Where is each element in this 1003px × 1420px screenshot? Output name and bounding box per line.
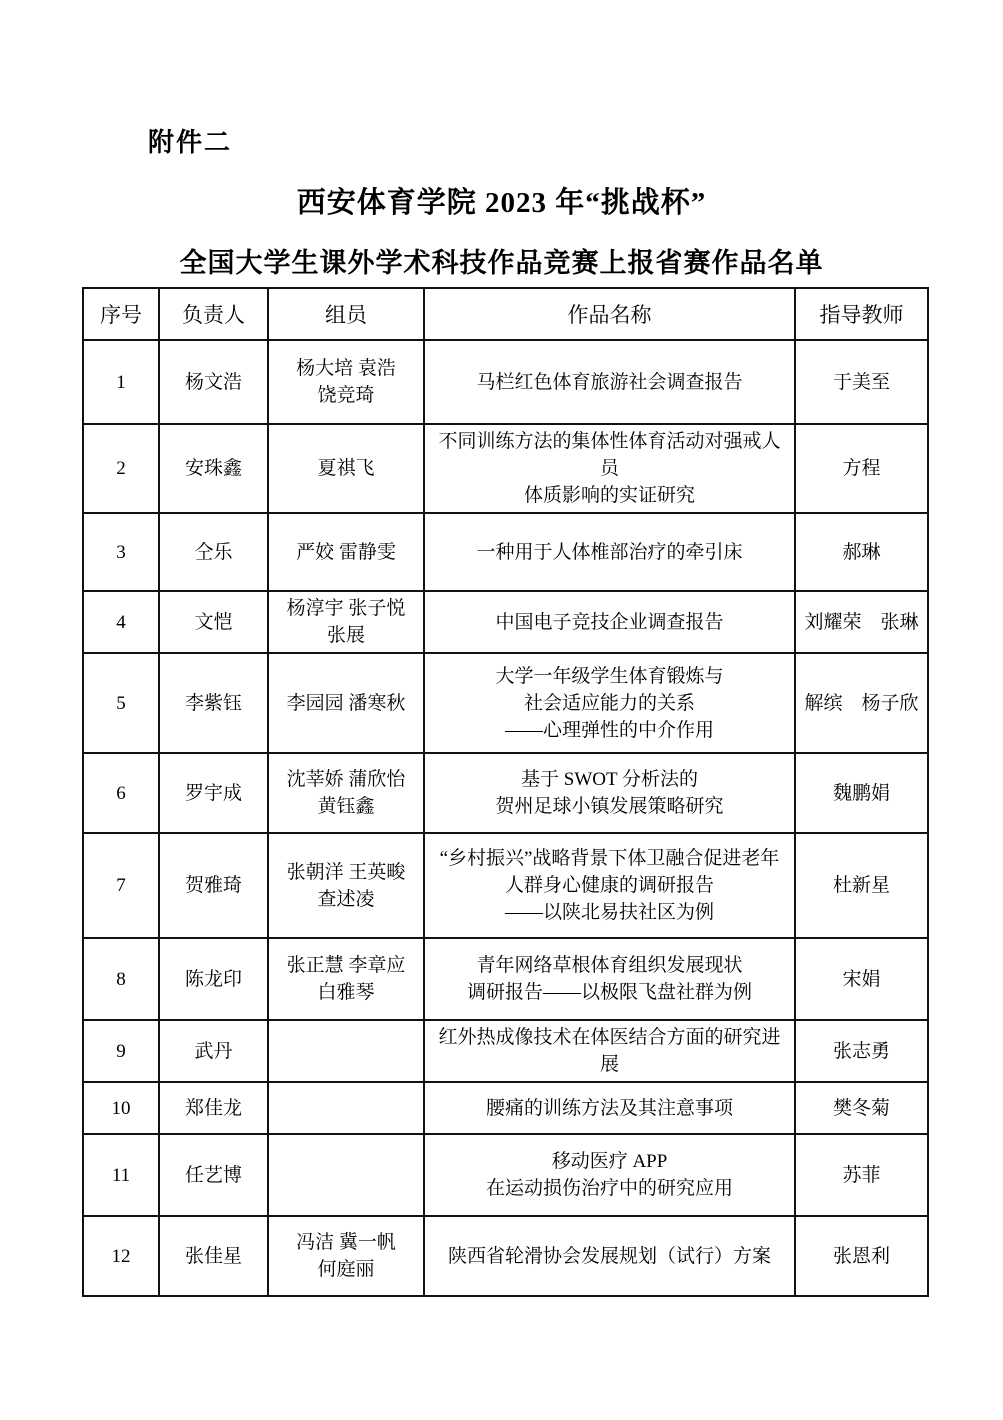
- members-cell-line: 张展: [326, 625, 365, 646]
- advisor-cell-line: 张志勇: [832, 1040, 890, 1062]
- table-header-row: [83, 288, 928, 340]
- advisor-cell: [795, 653, 928, 753]
- members-cell: [268, 1020, 424, 1082]
- advisor-cell: [795, 938, 928, 1020]
- members-cell-line: 张正慧 李章应: [286, 955, 406, 976]
- serial-cell: [83, 424, 159, 513]
- table-row: [83, 653, 928, 753]
- header-serial: 序号: [83, 288, 159, 340]
- leader-cell-line: 安珠鑫: [184, 458, 242, 479]
- members-cell: [268, 340, 424, 424]
- title-cell: [424, 653, 795, 753]
- leader-cell: [159, 833, 268, 938]
- advisor-cell-line: 宋娟: [842, 968, 881, 990]
- advisor-cell: [795, 1216, 928, 1296]
- title-cell-line: 红外热成像技术在体医结合方面的研究进展: [438, 1027, 781, 1075]
- serial-cell-line: 8: [116, 968, 126, 990]
- table-row: [83, 591, 928, 653]
- serial-cell: [83, 653, 159, 753]
- title-cell-line: 调研报告——以极限飞盘社群为例: [466, 982, 752, 1003]
- members-cell: [268, 1082, 424, 1134]
- title-cell-line: 贺州足球小镇发展策略研究: [495, 796, 724, 817]
- members-cell: [268, 753, 424, 833]
- leader-cell-line: 陈龙印: [184, 968, 242, 990]
- header-title: 作品名称: [424, 288, 795, 340]
- leader-cell-line: 罗宇成: [184, 782, 242, 804]
- title-cell-line: 基于 SWOT 分析法的: [521, 769, 698, 790]
- leader-cell-line: 仝乐: [194, 541, 233, 563]
- title-cell: [424, 1082, 795, 1134]
- members-cell: [268, 591, 424, 653]
- members-cell-line: 沈莘娇 蒲欣怡: [286, 769, 406, 790]
- title-cell: [424, 938, 795, 1020]
- advisor-cell: [795, 591, 928, 653]
- advisor-cell-line: 方程: [842, 458, 881, 479]
- title-cell: [424, 591, 795, 653]
- document-title-line2: 全国大学生课外学术科技作品竞赛上报省赛作品名单: [179, 248, 824, 278]
- title-cell-line: 不同训练方法的集体性体育活动对强戒人员: [438, 431, 781, 479]
- advisor-cell-line: 杜新星: [832, 875, 890, 896]
- title-cell-line: 陕西省轮滑协会发展规划（试行）方案: [447, 1245, 771, 1267]
- serial-cell: [83, 1020, 159, 1082]
- title-cell: [424, 424, 795, 513]
- title-cell-line: 腰痛的训练方法及其注意事项: [485, 1097, 733, 1119]
- advisor-cell: [795, 1020, 928, 1082]
- members-cell-line: 杨淳宇 张子悦: [286, 598, 406, 619]
- members-cell-line: 冯洁 冀一帆: [296, 1232, 396, 1253]
- serial-cell-line: 6: [116, 782, 126, 804]
- members-cell-line: 夏祺飞: [317, 458, 375, 479]
- title-cell-line: ——心理弹性的中介作用: [504, 719, 714, 741]
- members-cell-line: 查述凌: [317, 888, 375, 910]
- advisor-cell-line: 魏鹏娟: [832, 782, 890, 804]
- attachment-label: 附件二: [148, 127, 233, 157]
- members-cell: [268, 653, 424, 753]
- members-cell-line: 严姣 雷静雯: [296, 541, 396, 563]
- table-row: [83, 340, 928, 424]
- serial-cell-line: 12: [111, 1245, 131, 1267]
- members-cell: [268, 1216, 424, 1296]
- advisor-cell: [795, 833, 928, 938]
- leader-cell: [159, 653, 268, 753]
- serial-cell-line: 9: [116, 1040, 126, 1062]
- advisor-cell: [795, 424, 928, 513]
- table-row: [83, 1216, 928, 1296]
- advisor-cell-line: 于美至: [832, 371, 890, 393]
- serial-cell-line: 3: [116, 541, 126, 563]
- table-row: [83, 833, 928, 938]
- advisor-cell: [795, 1082, 928, 1134]
- title-cell-line: 大学一年级学生体育锻炼与: [495, 665, 724, 687]
- members-cell-line: 李园园 潘寒秋: [286, 692, 406, 714]
- title-cell-line: 在运动损伤治疗中的研究应用: [485, 1178, 733, 1199]
- advisor-cell: [795, 1134, 928, 1216]
- leader-cell: [159, 424, 268, 513]
- members-cell: [268, 1134, 424, 1216]
- title-cell-line: 一种用于人体椎部治疗的牵引床: [476, 541, 743, 563]
- title-cell-line: 马栏红色体育旅游社会调查报告: [476, 371, 743, 393]
- advisor-cell-line: 刘耀荣 张琳: [804, 611, 919, 633]
- serial-cell: [83, 591, 159, 653]
- advisor-cell-line: 解缤 杨子欣: [804, 692, 919, 714]
- serial-cell: [83, 513, 159, 591]
- title-cell-line: 青年网络草根体育组织发展现状: [476, 955, 743, 976]
- title-cell-line: 体质影响的实证研究: [523, 485, 695, 506]
- serial-cell-line: 10: [111, 1097, 131, 1119]
- table-row: [83, 1134, 928, 1216]
- title-cell: [424, 1216, 795, 1296]
- table-row: [83, 1082, 928, 1134]
- leader-cell-line: 文恺: [194, 611, 233, 633]
- serial-cell: [83, 1216, 159, 1296]
- members-cell: [268, 513, 424, 591]
- serial-cell-line: 5: [116, 692, 126, 714]
- members-cell: [268, 833, 424, 938]
- title-cell-line: 社会适应能力的关系: [523, 692, 695, 714]
- serial-cell: [83, 340, 159, 424]
- members-cell: [268, 424, 424, 513]
- leader-cell: [159, 1020, 268, 1082]
- members-cell-line: 黄钰鑫: [317, 796, 375, 817]
- title-cell: [424, 753, 795, 833]
- serial-cell-line: 7: [116, 875, 126, 896]
- leader-cell-line: 杨文浩: [184, 371, 242, 393]
- members-cell-line: 白雅琴: [317, 982, 375, 1003]
- table-row: [83, 424, 928, 513]
- title-cell: [424, 1134, 795, 1216]
- serial-cell: [83, 753, 159, 833]
- header-leader: 负责人: [159, 288, 268, 340]
- leader-cell: [159, 340, 268, 424]
- title-cell-line: 移动医疗 APP: [551, 1151, 668, 1172]
- advisor-cell: [795, 753, 928, 833]
- serial-cell-line: 4: [116, 611, 126, 633]
- advisor-cell-line: 郝琳: [842, 541, 881, 563]
- title-cell: [424, 833, 795, 938]
- table-row: [83, 1020, 928, 1082]
- advisor-cell: [795, 513, 928, 591]
- title-cell: [424, 1020, 795, 1082]
- members-cell-line: 何庭丽: [317, 1259, 375, 1280]
- leader-cell: [159, 753, 268, 833]
- serial-cell-line: 11: [111, 1164, 131, 1186]
- works-table-body: [83, 340, 928, 1296]
- works-table: [82, 287, 929, 1297]
- table-row: [83, 753, 928, 833]
- serial-cell: [83, 1134, 159, 1216]
- serial-cell: [83, 938, 159, 1020]
- header-members: 组员: [268, 288, 424, 340]
- leader-cell-line: 武丹: [194, 1040, 233, 1062]
- advisor-cell-line: 樊冬菊: [832, 1097, 890, 1119]
- leader-cell-line: 张佳星: [184, 1245, 242, 1267]
- table-row: [83, 513, 928, 591]
- leader-cell-line: 贺雅琦: [184, 875, 242, 896]
- advisor-cell-line: 张恩利: [832, 1245, 890, 1267]
- document-title-line1: 西安体育学院 2023 年“挑战杯”: [296, 187, 707, 219]
- serial-cell: [83, 833, 159, 938]
- leader-cell: [159, 1134, 268, 1216]
- leader-cell-line: 郑佳龙: [184, 1097, 242, 1119]
- leader-cell: [159, 591, 268, 653]
- title-cell-line: 中国电子竞技企业调查报告: [495, 611, 724, 633]
- serial-cell-line: 1: [116, 371, 126, 393]
- advisor-cell: [795, 340, 928, 424]
- members-cell-line: 饶竞琦: [317, 385, 375, 406]
- members-cell-line: 杨大培 袁浩: [296, 358, 396, 379]
- leader-cell-line: 李紫钰: [184, 692, 242, 714]
- title-cell: [424, 340, 795, 424]
- leader-cell: [159, 938, 268, 1020]
- title-cell-line: “乡村振兴”战略背景下体卫融合促进老年: [439, 848, 780, 869]
- members-cell-line: 张朝洋 王英畯: [286, 861, 406, 883]
- leader-cell: [159, 513, 268, 591]
- table-row: [83, 938, 928, 1020]
- serial-cell: [83, 1082, 159, 1134]
- leader-cell-line: 任艺博: [184, 1164, 242, 1186]
- title-cell-line: 人群身心健康的调研报告: [504, 875, 714, 896]
- leader-cell: [159, 1082, 268, 1134]
- leader-cell: [159, 1216, 268, 1296]
- title-cell: [424, 513, 795, 591]
- serial-cell-line: 2: [116, 458, 126, 479]
- title-cell-line: ——以陕北易扶社区为例: [504, 902, 714, 923]
- header-advisor: 指导教师: [795, 288, 928, 340]
- members-cell: [268, 938, 424, 1020]
- advisor-cell-line: 苏菲: [842, 1164, 881, 1186]
